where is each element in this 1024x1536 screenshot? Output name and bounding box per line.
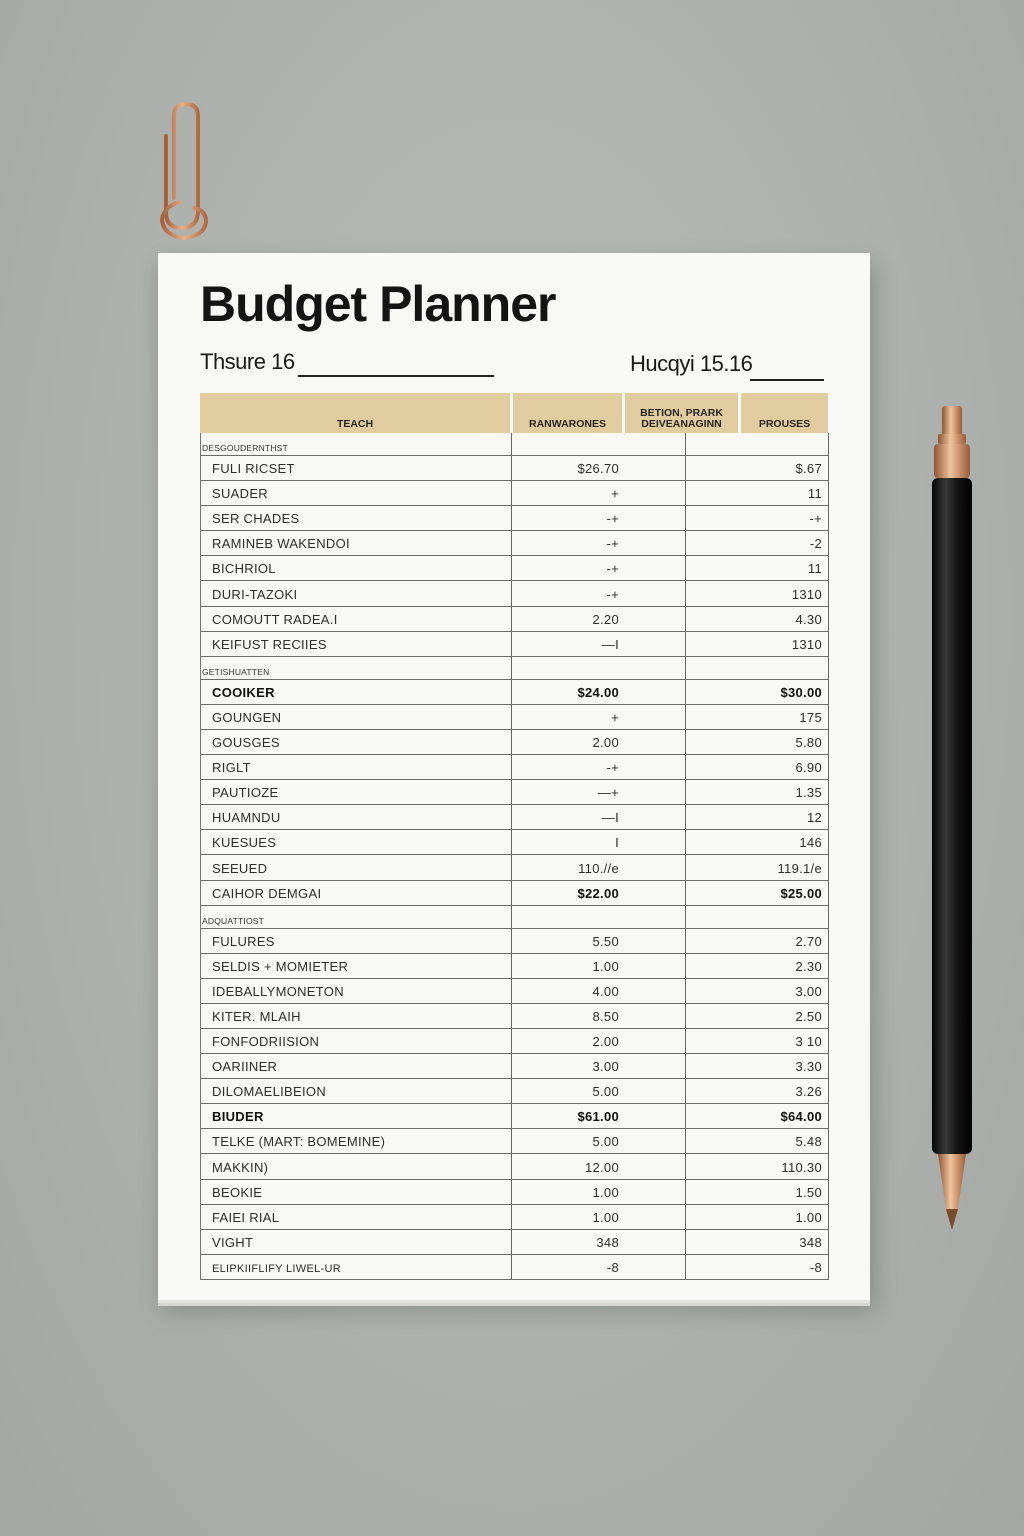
table-row <box>201 1029 828 1054</box>
table-row <box>201 855 828 880</box>
table-row <box>201 979 828 1004</box>
date-right-label: Hucqyi 15.16 <box>630 351 753 376</box>
row-label: ELIPKIIFLIFY LIWEL-UR <box>212 1262 341 1275</box>
cell-value-a[interactable]: —I <box>601 810 619 826</box>
row-label: KEIFUST RECIIES <box>212 636 327 652</box>
cell-value-b[interactable]: 348 <box>799 1234 822 1250</box>
cell-value-b[interactable]: -2 <box>809 536 822 552</box>
cell-value-b[interactable]: 3 10 <box>795 1034 822 1050</box>
cell-value-a[interactable]: 5.00 <box>592 1134 619 1150</box>
cell-value-a[interactable]: 348 <box>596 1234 619 1250</box>
date-left-label: Thsure 16 <box>200 349 295 374</box>
row-label: PAUTIOZE <box>212 785 279 801</box>
cell-value-a[interactable]: 1.00 <box>592 1184 619 1200</box>
cell-value-a[interactable]: —+ <box>597 785 619 801</box>
table-row <box>201 1180 828 1205</box>
cell-value-a[interactable]: 5.00 <box>592 1084 619 1100</box>
cell-value-a[interactable]: + <box>611 486 619 502</box>
cell-value-b[interactable]: 5.80 <box>795 735 822 751</box>
column-header: PROUSES <box>741 393 828 433</box>
table-row <box>201 1004 828 1029</box>
row-label: VIGHT <box>212 1234 254 1250</box>
table-row <box>201 1154 828 1179</box>
table-row <box>201 556 828 581</box>
row-label: KUESUES <box>212 835 277 851</box>
cell-value-a[interactable]: 12.00 <box>584 1159 619 1175</box>
cell-value-b[interactable]: 2.30 <box>795 958 822 974</box>
section-row <box>201 906 828 929</box>
cell-value-a[interactable]: 5.50 <box>592 933 619 949</box>
row-label: SELDIS + MOMIETER <box>212 958 349 974</box>
cell-value-a[interactable]: $24.00 <box>577 684 619 700</box>
planner-title: Budget Planner <box>200 276 556 332</box>
cell-value-b[interactable]: 1310 <box>791 586 822 602</box>
table-row <box>201 680 828 705</box>
cell-value-b[interactable]: 175 <box>799 709 822 725</box>
cell-value-b[interactable]: 11 <box>807 561 822 577</box>
row-label: SEEUED <box>212 860 268 876</box>
row-label: FONFODRIISION <box>212 1034 320 1050</box>
paper-clip-icon <box>150 98 220 258</box>
row-label: RAMINEB WAKENDOI <box>212 536 350 552</box>
cell-value-a[interactable]: -+ <box>606 561 619 577</box>
table-row <box>201 1255 828 1280</box>
cell-value-b[interactable]: 119.1/e <box>777 860 822 876</box>
cell-value-a[interactable]: 8.50 <box>592 1008 619 1024</box>
row-label: BICHRIOL <box>212 561 276 577</box>
table-row <box>201 531 828 556</box>
row-label: GOUNGEN <box>212 709 282 725</box>
table-row <box>201 581 828 606</box>
row-label: MAKKIN) <box>212 1159 269 1175</box>
table-row <box>201 755 828 780</box>
row-label: DURI-TAZOKI <box>212 586 298 602</box>
row-label: COOIKER <box>212 684 275 700</box>
table-row <box>201 830 828 855</box>
cell-value-b[interactable]: 5.48 <box>795 1134 822 1150</box>
row-label: SUADER <box>212 486 268 502</box>
cell-value-a[interactable]: I <box>615 835 619 851</box>
cell-value-b[interactable]: 1310 <box>791 636 822 652</box>
table-row <box>201 1205 828 1230</box>
cell-value-b[interactable]: 1.35 <box>795 785 822 801</box>
section-row <box>201 657 828 680</box>
row-label: COMOUTT RADEA.I <box>212 611 338 627</box>
table-row <box>201 954 828 979</box>
table-row <box>201 881 828 906</box>
cell-value-b[interactable]: -8 <box>809 1259 822 1275</box>
row-label: OARIINER <box>212 1059 278 1075</box>
table-row <box>201 929 828 954</box>
section-label: ADQUATTIOST <box>202 915 265 926</box>
row-label: TELKE (MART: BOMEMINE) <box>212 1134 386 1150</box>
row-label: GOUSGES <box>212 735 280 751</box>
cell-value-b[interactable]: 146 <box>799 835 822 851</box>
cell-value-b[interactable]: 6.90 <box>795 760 822 776</box>
cell-value-a[interactable]: -+ <box>606 511 619 527</box>
row-label: FAIEI RIAL <box>212 1209 280 1225</box>
cell-value-a[interactable]: $26.70 <box>577 461 619 477</box>
cell-value-a[interactable]: 1.00 <box>592 958 619 974</box>
row-label: IDEBALLYMONETON <box>212 983 344 999</box>
row-label: KITER. MLAIH <box>212 1008 301 1024</box>
table-row <box>201 1104 828 1129</box>
date-left-blank[interactable] <box>298 375 494 377</box>
row-label: DILOMAELIBEION <box>212 1084 327 1100</box>
cell-value-b[interactable]: 12 <box>806 810 822 826</box>
table-row <box>201 1129 828 1154</box>
section-label: GETISHUATTEN <box>202 666 270 677</box>
table-row <box>201 607 828 632</box>
table-row <box>201 481 828 506</box>
budget-planner-sheet <box>158 253 870 1300</box>
cell-value-b[interactable]: 110.30 <box>781 1159 822 1175</box>
cell-value-b[interactable]: $30.00 <box>780 684 822 700</box>
cell-value-a[interactable]: -+ <box>606 586 619 602</box>
column-header: RANWARONES <box>513 393 622 433</box>
column-header <box>625 393 738 433</box>
cell-value-b[interactable]: 1.50 <box>795 1184 822 1200</box>
table-row <box>201 456 828 481</box>
row-label: HUAMNDU <box>212 810 281 826</box>
cell-value-a[interactable]: $61.00 <box>577 1109 619 1125</box>
cell-value-a[interactable]: 2.00 <box>592 735 619 751</box>
cell-value-b[interactable]: -+ <box>809 511 822 527</box>
table-body <box>200 433 828 1280</box>
cell-value-a[interactable]: + <box>611 709 619 725</box>
table-row <box>201 1079 828 1104</box>
row-label: SER CHADES <box>212 511 300 527</box>
column-header-text: BETION, PRARK DEIVEANAGINN <box>640 407 723 430</box>
cell-value-b[interactable]: 4.30 <box>795 611 822 627</box>
cell-value-a[interactable]: -+ <box>606 536 619 552</box>
table-row <box>201 805 828 830</box>
row-label: CAIHOR DEMGAI <box>212 885 322 901</box>
cell-value-b[interactable]: 1.00 <box>795 1209 822 1225</box>
cell-value-b[interactable]: 2.50 <box>795 1008 822 1024</box>
table-row <box>201 705 828 730</box>
table-header <box>200 393 828 433</box>
row-label: BEOKIE <box>212 1184 263 1200</box>
cell-value-a[interactable]: 1.00 <box>592 1209 619 1225</box>
table-row <box>201 730 828 755</box>
column-divider <box>828 433 829 1280</box>
date-right-blank[interactable] <box>750 379 824 381</box>
cell-value-b[interactable]: 11 <box>807 486 822 502</box>
section-row <box>201 433 828 456</box>
row-label: FULURES <box>212 933 275 949</box>
section-label: DESGOUDERNTHST <box>202 443 288 453</box>
row-label: BIUDER <box>212 1109 264 1125</box>
table-row <box>201 780 828 805</box>
row-label: FULI RICSET <box>212 461 295 477</box>
table-row <box>201 506 828 531</box>
pen-icon <box>924 404 980 1234</box>
cell-value-b[interactable]: $.67 <box>795 461 822 477</box>
cell-value-b[interactable]: 3.00 <box>795 983 822 999</box>
cell-value-b[interactable]: 2.70 <box>795 933 822 949</box>
cell-value-a[interactable]: 2.00 <box>592 1034 619 1050</box>
cell-value-a[interactable]: 110.//e <box>578 860 619 876</box>
cell-value-a[interactable]: -8 <box>606 1259 619 1275</box>
cell-value-b[interactable]: 3.26 <box>795 1084 822 1100</box>
row-label: RIGLT <box>212 760 251 776</box>
cell-value-b[interactable]: 3.30 <box>795 1059 822 1075</box>
cell-value-a[interactable]: 2.20 <box>592 611 619 627</box>
cell-value-a[interactable]: $22.00 <box>577 885 619 901</box>
cell-value-a[interactable]: —I <box>601 636 619 652</box>
column-header: TEACH <box>200 393 510 433</box>
table-row <box>201 1054 828 1079</box>
cell-value-a[interactable]: 3.00 <box>592 1059 619 1075</box>
table-row <box>201 1230 828 1255</box>
cell-value-b[interactable]: $25.00 <box>780 885 822 901</box>
cell-value-a[interactable]: -+ <box>606 760 619 776</box>
cell-value-b[interactable]: $64.00 <box>780 1109 822 1125</box>
table-row <box>201 632 828 657</box>
cell-value-a[interactable]: 4.00 <box>592 983 619 999</box>
budget-table <box>200 393 828 1280</box>
